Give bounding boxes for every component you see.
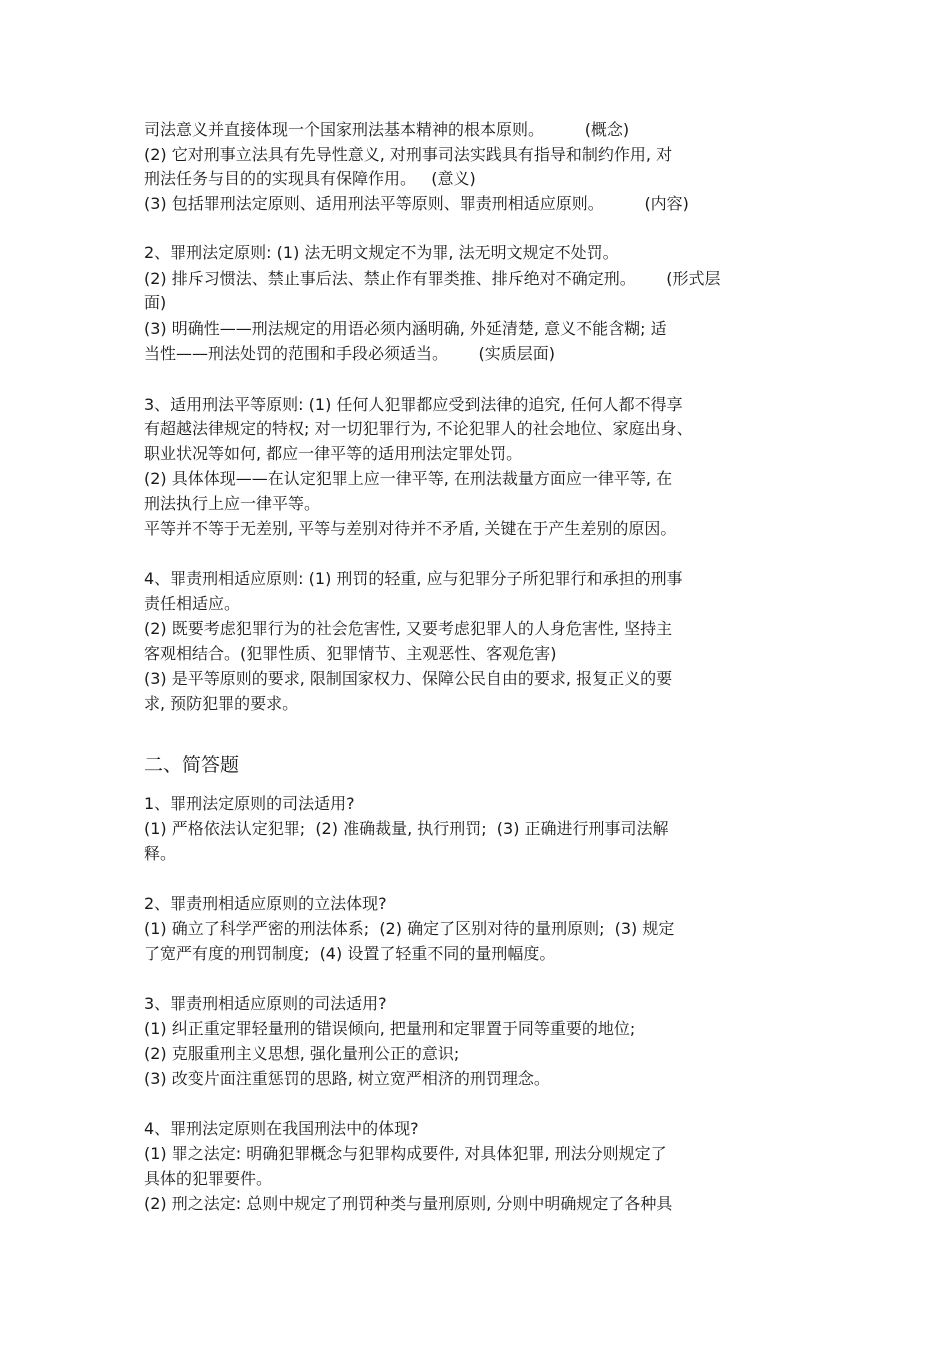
- text-line: (3) 改变片面注重惩罚的思路, 树立宽严相济的刑罚理念。: [144, 1069, 550, 1088]
- text-line: 3、罪责刑相适应原则的司法适用?: [144, 994, 387, 1013]
- text-line: 2、罪刑法定原则: (1) 法无明文规定不为罪, 法无明文规定不处罚。: [144, 243, 619, 262]
- text-line: (1) 罪之法定: 明确犯罪概念与犯罪构成要件, 对具体犯罪, 刑法分则规定了: [144, 1144, 667, 1163]
- text-line: 职业状况等如何, 都应一律平等的适用刑法定罪处罚。: [144, 444, 523, 463]
- text-line: (3) 是平等原则的要求, 限制国家权力、保障公民自由的要求, 报复正义的要: [144, 669, 673, 688]
- text-line: 4、罪刑法定原则在我国刑法中的体现?: [144, 1119, 419, 1138]
- text-line: 4、罪责刑相适应原则: (1) 刑罚的轻重, 应与犯罪分子所犯罪行和承担的刑事: [144, 569, 683, 588]
- text-line: 司法意义并直接体现一个国家刑法基本精神的根本原则。 (概念): [144, 120, 630, 139]
- text-line: (1) 纠正重定罪轻量刑的错误倾向, 把量刑和定罪置于同等重要的地位;: [144, 1019, 636, 1038]
- text-line: (2) 排斥习惯法、禁止事后法、禁止作有罪类推、排斥绝对不确定刑。 (形式层: [144, 269, 721, 288]
- text-line: 当性——刑法处罚的范围和手段必须适当。 (实质层面): [144, 344, 556, 363]
- text-line: (2) 具体体现——在认定犯罪上应一律平等, 在刑法裁量方面应一律平等, 在: [144, 469, 673, 488]
- text-line: (3) 明确性——刑法规定的用语必须内涵明确, 外延清楚, 意义不能含糊; 适: [144, 319, 667, 338]
- text-line: (1) 严格依法认定犯罪; (2) 准确裁量, 执行刑罚; (3) 正确进行刑事司法解: [144, 819, 669, 838]
- text-line: 客观相结合。(犯罪性质、犯罪情节、主观恶性、客观危害): [144, 644, 557, 663]
- text-line: 释。: [144, 844, 177, 863]
- text-line: 刑法执行上应一律平等。: [144, 494, 321, 513]
- text-line: 刑法任务与目的的实现具有保障作用。 (意义): [144, 169, 476, 188]
- text-line: (2) 刑之法定: 总则中规定了刑罚种类与量刑原则, 分则中明确规定了各种具: [144, 1194, 673, 1213]
- text-line: (2) 克服重刑主义思想, 强化量刑公正的意识;: [144, 1044, 460, 1063]
- text-line: 了宽严有度的刑罚制度; (4) 设置了轻重不同的量刑幅度。: [144, 944, 556, 963]
- text-line: 求, 预防犯罪的要求。: [144, 694, 299, 713]
- section-heading: 二、简答题: [144, 754, 240, 776]
- text-line: 具体的犯罪要件。: [144, 1169, 273, 1188]
- text-line: (2) 它对刑事立法具有先导性意义, 对刑事司法实践具有指导和制约作用, 对: [144, 145, 673, 164]
- text-line: 面): [144, 293, 167, 312]
- text-line: (1) 确立了科学严密的刑法体系; (2) 确定了区别对待的量刑原则; (3) 规定: [144, 919, 675, 938]
- text-line: (3) 包括罪刑法定原则、适用刑法平等原则、罪责刑相适应原则。 (内容): [144, 194, 689, 213]
- text-line: 1、罪刑法定原则的司法适用?: [144, 794, 355, 813]
- text-line: 2、罪责刑相适应原则的立法体现?: [144, 894, 387, 913]
- text-line: 有超越法律规定的特权; 对一切犯罪行为, 不论犯罪人的社会地位、家庭出身、: [144, 419, 693, 438]
- text-line: 责任相适应。: [144, 594, 241, 613]
- text-line: 3、适用刑法平等原则: (1) 任何人犯罪都应受到法律的追究, 任何人都不得享: [144, 395, 683, 414]
- text-line: 平等并不等于无差别, 平等与差别对待并不矛盾, 关键在于产生差别的原因。: [144, 519, 677, 538]
- text-line: (2) 既要考虑犯罪行为的社会危害性, 又要考虑犯罪人的人身危害性, 坚持主: [144, 619, 673, 638]
